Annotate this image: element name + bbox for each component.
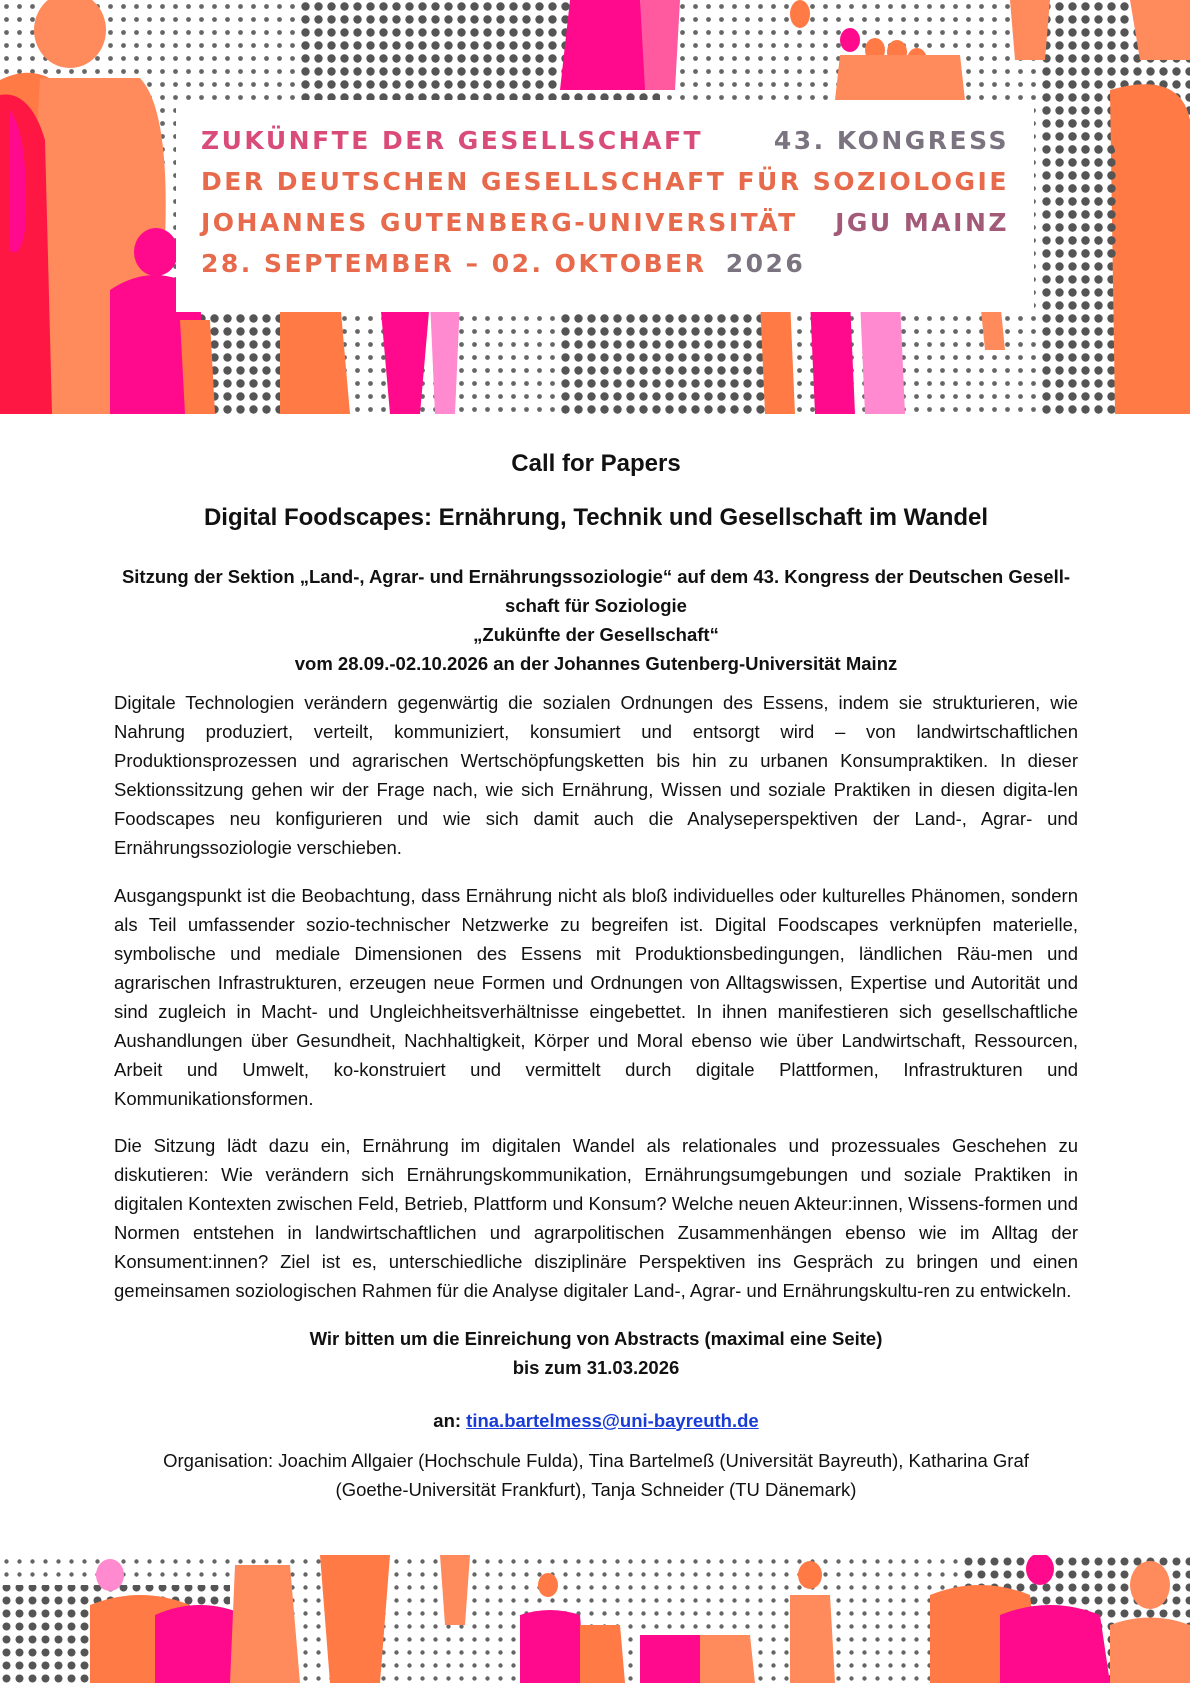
session-title: Digital Foodscapes: Ernährung, Technik und Gesellschaft im Wandel: [203, 504, 989, 531]
paragraph-1: Digitale Technologien verändern gegenwärtig die sozialen Ordnungen des Essens, indem sie strukturieren, wie Nahrung produziert, verteilt, kommuniziert, konsumiert und entsorgt wird – von landwirtschaftlichen Produktionsprozessen und agrarischen Wertschöpfungsketten bis hin zu urbanen Konsumpraktiken. In dieser Sektionssitzung gehen wir der Frage nach, wie sich Ernährung, Wissen und soziale Praktiken in diesen digita-len Foodscapes neu konfigurieren und wie sich damit auch die Analyseperspektiven der Land-, Agrar- und Ernährungssoziologie verschieben.: [114, 692, 1078, 858]
session-line-4: vom 28.09.-02.10.2026 an der Johannes Gutenberg-Universität Mainz: [294, 653, 898, 674]
session-line-2: schaft für Soziologie: [505, 595, 687, 616]
submission-line-1: Wir bitten um die Einreichung von Abstracts (maximal eine Seite): [309, 1327, 883, 1349]
header-banner-illustration: [0, 0, 1190, 414]
title-line-2: DER DEUTSCHEN GESELLSCHAFT FÜR SOZIOLOGIE: [201, 167, 1009, 196]
footer-banner-illustration: [0, 1555, 1190, 1683]
congress-title-card: [176, 100, 1034, 312]
contact-prefix: an:: [433, 1409, 462, 1431]
paragraph-2: Ausgangspunkt ist die Beobachtung, dass Ernährung nicht als bloß individuelles oder kulturelles Phänomen, sondern als Teil umfassender sozio-technischer Netzwerke zu begreifen ist. Digital Foodscapes verknüpfen materielle, symbolische und mediale Dimensionen des Essens mit Produktionsbedingungen, ländlichen Räu-men und agrarischen Infrastrukturen, erzeugen neue Formen und Ordnungen von Alltagswissen, Expertise und Autorität und sind zugleich in Macht- und Ungleichheitsverhältnisse eingebettet. In ihnen manifestieren sich gesellschaftliche Aushandlungen über Gesundheit, Nachhaltigkeit, Körper und Moral ebenso wie über Landwirtschaft, Ressourcen, Arbeit und Umwelt, ko-konstruiert und vermittelt durch digitale Plattformen, Infrastrukturen und Kommunikationsformen.: [114, 884, 1078, 1109]
session-line-3: „Zukünfte der Gesellschaft“: [473, 624, 719, 645]
title-year: 2026: [725, 249, 806, 278]
title-dates: 28. SEPTEMBER – 02. OKTOBER: [201, 249, 707, 278]
organisation-info: [114, 1446, 1078, 1504]
title-jgu-mainz: JGU MAINZ: [835, 208, 1009, 237]
submission-request: [114, 1324, 1078, 1382]
paragraph-3: Die Sitzung lädt dazu ein, Ernährung im digitalen Wandel als relationales und prozessuales Geschehen zu diskutieren: Wie verändern sich Ernährungskommunikation, Ernährungsumgebungen und soziale Praktiken in digitalen Kontexten zwischen Feld, Betrieb, Plattform und Konsum? Welche neuen Akteur:innen, Wissens-formen und Normen entstehen in landwirtschaftlichen und agrarpolitischen Zusammenhängen ebenso wie im Alltag der Konsument:innen? Ziel ist es, unterschiedliche disziplinäre Perspektiven ins Gespräch zu bringen und einen gemeinsamen soziologischen Rahmen für die Analyse digitaler Land-, Agrar- und Ernährungskultu-ren zu entwickeln.: [114, 1135, 1078, 1301]
call-for-papers-heading: Call for Papers: [511, 450, 681, 477]
session-info: [114, 562, 1078, 678]
title-kongress-number: 43. KONGRESS: [773, 126, 1009, 155]
contact-line: [114, 1410, 1078, 1432]
organisation-line-2: (Goethe-Universität Frankfurt), Tanja Schneider (TU Dänemark): [335, 1478, 857, 1500]
contact-email-link[interactable]: tina.bartelmess@uni-bayreuth.de: [466, 1409, 759, 1431]
title-university: JOHANNES GUTENBERG-UNIVERSITÄT: [201, 208, 798, 237]
session-line-1: Sitzung der Sektion „Land-, Agrar- und Ernährungssoziologie“ auf dem 43. Kongress der Deutschen Gesell-: [121, 566, 1071, 587]
title-line-4: [201, 249, 1009, 278]
title-line-1: [201, 126, 1009, 155]
title-line-3: [201, 208, 1009, 237]
document-body: [114, 438, 1078, 1504]
people-dot-pattern-footer: [0, 1555, 1190, 1683]
submission-deadline: bis zum 31.03.2026: [512, 1356, 680, 1378]
title-zukuenfte: ZUKÜNFTE DER GESELLSCHAFT: [201, 126, 704, 155]
organisation-line-1: Organisation: Joachim Allgaier (Hochschule Fulda), Tina Bartelmeß (Universität Bayreuth), Katharina Graf: [163, 1449, 1029, 1471]
